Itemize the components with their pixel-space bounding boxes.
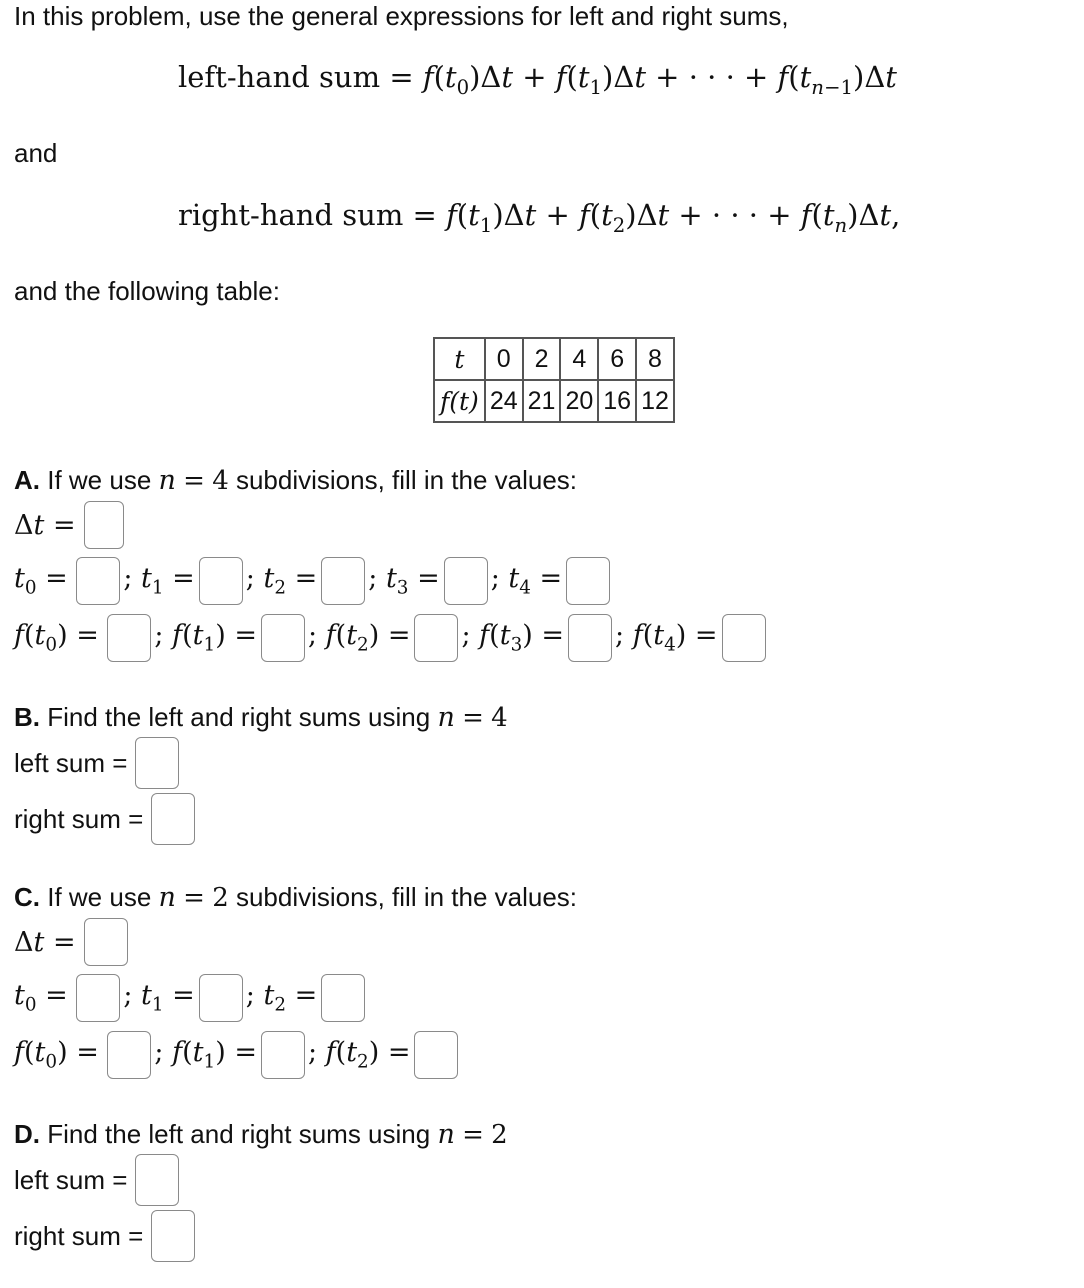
right-hand-sum-formula: right-hand sum = $f(t_1)\Delta t + f(t_2)\Delta t$ + · · · + $f(t_n)\Delta t$,: [178, 198, 901, 237]
part-d-text: Find the left and right sums using: [47, 1119, 431, 1149]
table-cell: 12: [636, 380, 674, 422]
table-cell: 16: [598, 380, 636, 422]
part-a-t3-input[interactable]: [444, 557, 488, 605]
part-b-right-label: right sum =: [14, 803, 144, 834]
part-d-right-row: [14, 1210, 195, 1262]
part-a-text-before: If we use: [47, 465, 152, 495]
part-c-t0-input[interactable]: [76, 974, 120, 1022]
table-cell: 0: [485, 338, 523, 380]
table-header-ft: f(t): [434, 380, 485, 422]
part-d-right-label: right sum =: [14, 1220, 144, 1251]
table-row: [434, 338, 674, 380]
part-c-text-after: subdivisions, fill in the values:: [235, 882, 578, 912]
intro-text: In this problem, use the general expressions for left and right sums,: [14, 1, 789, 31]
part-c-t2-input[interactable]: [321, 974, 365, 1022]
part-b-left-sum-input[interactable]: [135, 737, 179, 789]
part-a-label: A.: [14, 465, 40, 495]
table-cell: 20: [560, 380, 598, 422]
part-a-t4-input[interactable]: [566, 557, 610, 605]
part-a-f-row: $f(t_0)$ = ; $f(t_1)$ = ; $f(t_2)$ = ; $f(t_3)$ = ; $f(t_4)$ =: [14, 614, 766, 662]
table-cell: 2: [523, 338, 561, 380]
following-text: and the following table:: [14, 276, 280, 306]
and-text: and: [14, 138, 58, 168]
part-d-n-value: 2: [491, 1120, 508, 1150]
table-cell: 8: [636, 338, 674, 380]
table-cell: 21: [523, 380, 561, 422]
part-b-right-row: [14, 793, 195, 845]
part-d-heading: D. Find the left and right sums using n = 2: [14, 1119, 508, 1150]
part-d-label: D.: [14, 1119, 40, 1149]
table-cell: 4: [560, 338, 598, 380]
table-header-t: t: [434, 338, 485, 380]
part-d-right-sum-input[interactable]: [151, 1210, 195, 1262]
part-a-n-value: 4: [212, 466, 229, 496]
part-b-heading: B. Find the left and right sums using n = 4: [14, 702, 508, 733]
part-a-t-row: $t_0$ = ; $t_1$ = ; $t_2$ = ; $t_3$ = ; $t_4$ =: [14, 557, 610, 605]
part-d-left-label: left sum =: [14, 1164, 128, 1195]
part-a-t0-input[interactable]: [76, 557, 120, 605]
part-c-delta-t-input[interactable]: [84, 918, 128, 966]
part-a-t1-input[interactable]: [199, 557, 243, 605]
table-row: [434, 380, 674, 422]
part-c-f-t0-input[interactable]: [107, 1031, 151, 1079]
part-c-text-before: If we use: [47, 882, 152, 912]
part-a-f-t1-input[interactable]: [261, 614, 305, 662]
part-a-delta-t-input[interactable]: [84, 501, 124, 549]
part-a-f-t4-input[interactable]: [722, 614, 766, 662]
part-c-t-row: $t_0$ = ; $t_1$ = ; $t_2$ =: [14, 974, 365, 1022]
part-a-heading: A. If we use n = 4 subdivisions, fill in the values:: [14, 465, 578, 496]
part-a-text-after: subdivisions, fill in the values:: [235, 465, 578, 495]
part-a-delta-row: Δt =: [14, 501, 124, 549]
part-c-t1-input[interactable]: [199, 974, 243, 1022]
part-b-left-label: left sum =: [14, 747, 128, 778]
part-c-f-t2-input[interactable]: [414, 1031, 458, 1079]
table-cell: 24: [485, 380, 523, 422]
table-cell: 6: [598, 338, 636, 380]
part-c-f-row: $f(t_0)$ = ; $f(t_1)$ = ; $f(t_2)$ =: [14, 1031, 458, 1079]
left-hand-sum-formula: left-hand sum = $f(t_0)\Delta t + f(t_1)\Delta t$ + · · · + $f(t_{n-1})\Delta t$: [178, 60, 897, 99]
part-d-left-row: [14, 1154, 179, 1206]
part-b-n-value: 4: [491, 703, 508, 733]
part-c-delta-row: Δt =: [14, 918, 128, 966]
part-b-left-row: [14, 737, 179, 789]
data-table: [433, 337, 675, 423]
part-a-f-t0-input[interactable]: [107, 614, 151, 662]
part-c-f-t1-input[interactable]: [261, 1031, 305, 1079]
part-b-text: Find the left and right sums using: [47, 702, 431, 732]
part-a-f-t3-input[interactable]: [568, 614, 612, 662]
part-c-n-value: 2: [212, 883, 229, 913]
part-a-t2-input[interactable]: [321, 557, 365, 605]
part-d-left-sum-input[interactable]: [135, 1154, 179, 1206]
part-b-label: B.: [14, 702, 40, 732]
part-c-heading: C. If we use n = 2 subdivisions, fill in the values:: [14, 882, 578, 913]
part-a-f-t2-input[interactable]: [414, 614, 458, 662]
part-b-right-sum-input[interactable]: [151, 793, 195, 845]
part-c-label: C.: [14, 882, 40, 912]
